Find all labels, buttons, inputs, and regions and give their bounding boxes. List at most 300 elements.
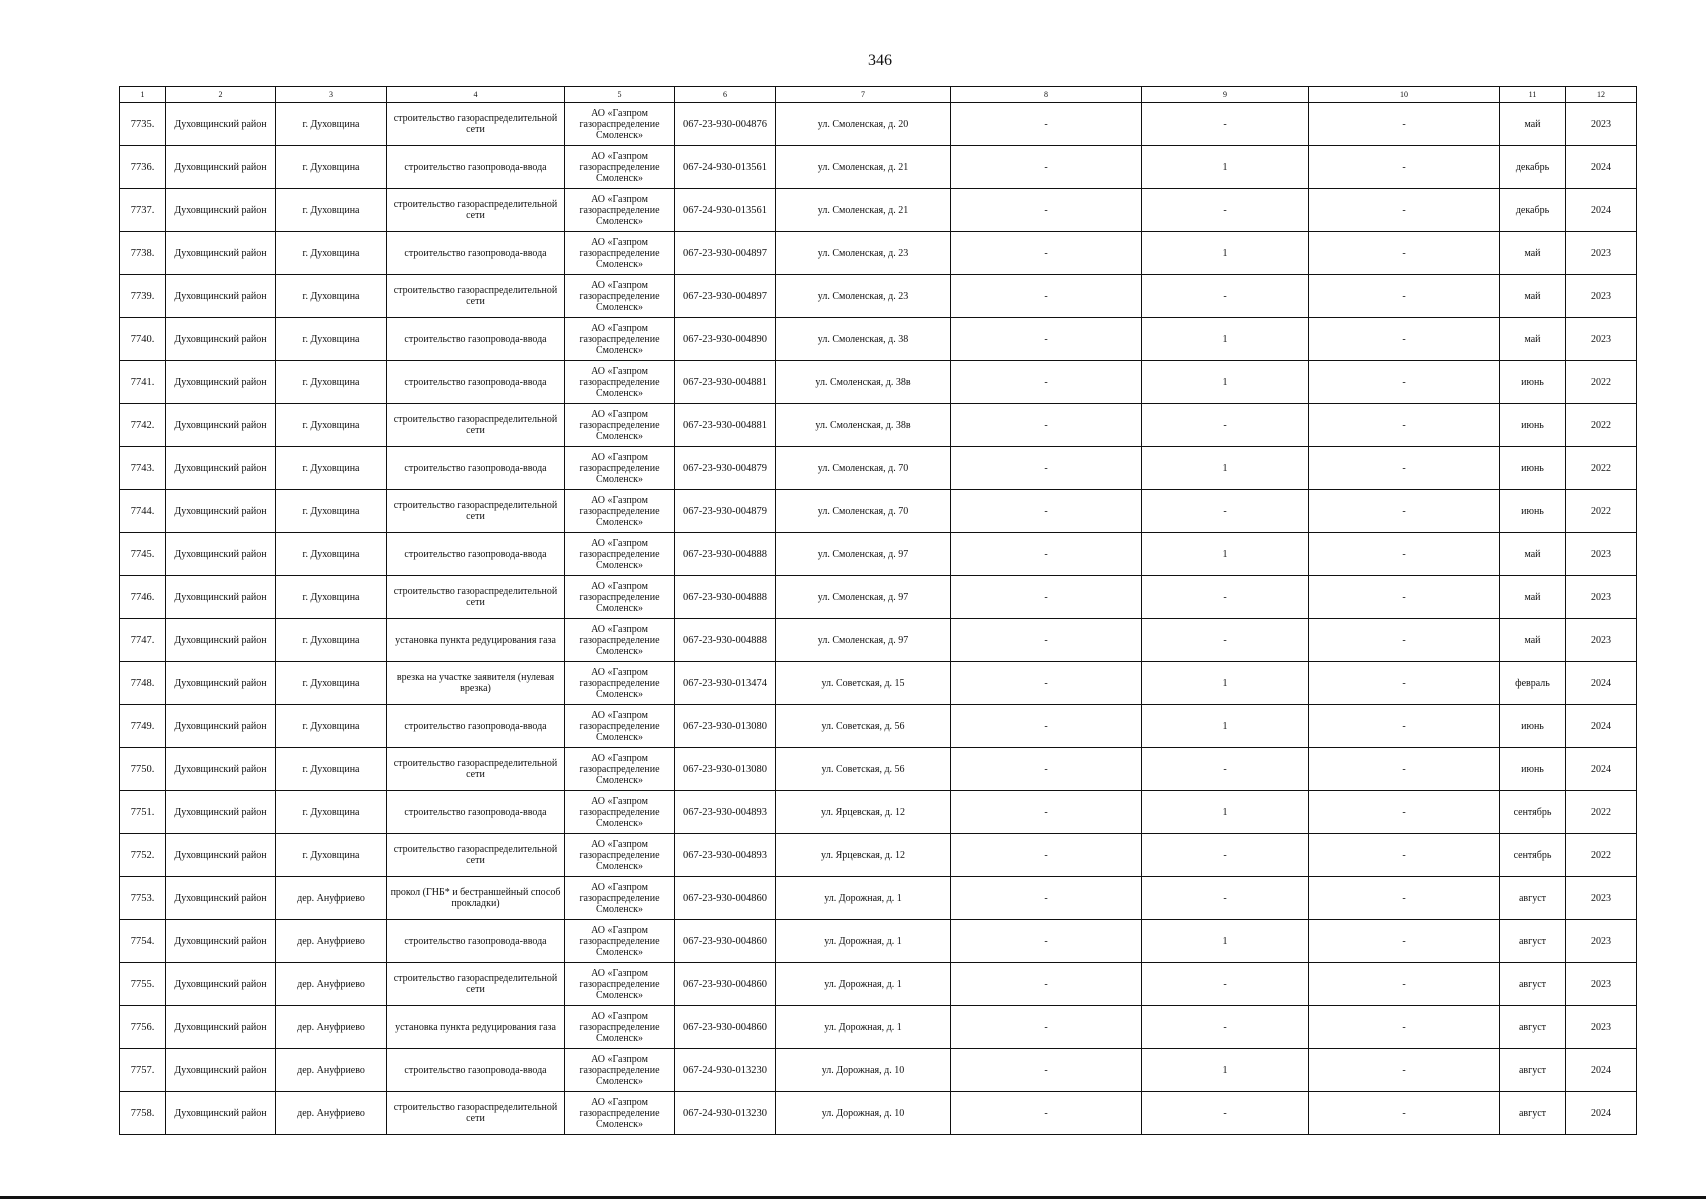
row-number: 7758. bbox=[120, 1092, 166, 1135]
work-type-cell: строительство газораспределительной сети bbox=[387, 103, 565, 146]
col9-cell: - bbox=[1142, 748, 1309, 791]
col10-cell: - bbox=[1309, 533, 1500, 576]
district-cell: Духовщинский район bbox=[166, 963, 276, 1006]
row-number: 7736. bbox=[120, 146, 166, 189]
address-cell: ул. Советская, д. 15 bbox=[776, 662, 951, 705]
col9-cell: - bbox=[1142, 404, 1309, 447]
col10-cell: - bbox=[1309, 748, 1500, 791]
year-cell: 2023 bbox=[1566, 576, 1637, 619]
work-type-cell: строительство газопровода-ввода bbox=[387, 318, 565, 361]
year-cell: 2022 bbox=[1566, 834, 1637, 877]
year-cell: 2022 bbox=[1566, 490, 1637, 533]
col9-cell: 1 bbox=[1142, 791, 1309, 834]
col10-cell: - bbox=[1309, 490, 1500, 533]
col9-cell: - bbox=[1142, 576, 1309, 619]
work-type-cell: строительство газораспределительной сети bbox=[387, 189, 565, 232]
col10-cell: - bbox=[1309, 834, 1500, 877]
col8-cell: - bbox=[951, 1092, 1142, 1135]
month-cell: февраль bbox=[1500, 662, 1566, 705]
col8-cell: - bbox=[951, 447, 1142, 490]
row-number: 7739. bbox=[120, 275, 166, 318]
organization-cell: АО «Газпром газораспределение Смоленск» bbox=[565, 490, 675, 533]
column-header: 5 bbox=[565, 87, 675, 103]
year-cell: 2024 bbox=[1566, 1092, 1637, 1135]
code-cell: 067-23-930-004888 bbox=[675, 619, 776, 662]
year-cell: 2024 bbox=[1566, 705, 1637, 748]
address-cell: ул. Смоленская, д. 38в bbox=[776, 361, 951, 404]
col9-cell: 1 bbox=[1142, 361, 1309, 404]
column-header: 11 bbox=[1500, 87, 1566, 103]
year-cell: 2023 bbox=[1566, 232, 1637, 275]
month-cell: июнь bbox=[1500, 447, 1566, 490]
table-row bbox=[120, 146, 1637, 189]
organization-cell: АО «Газпром газораспределение Смоленск» bbox=[565, 1092, 675, 1135]
row-number: 7748. bbox=[120, 662, 166, 705]
organization-cell: АО «Газпром газораспределение Смоленск» bbox=[565, 533, 675, 576]
col9-cell: - bbox=[1142, 1006, 1309, 1049]
locality-cell: г. Духовщина bbox=[276, 490, 387, 533]
col8-cell: - bbox=[951, 963, 1142, 1006]
table-row bbox=[120, 275, 1637, 318]
organization-cell: АО «Газпром газораспределение Смоленск» bbox=[565, 963, 675, 1006]
row-number: 7745. bbox=[120, 533, 166, 576]
year-cell: 2023 bbox=[1566, 318, 1637, 361]
col8-cell: - bbox=[951, 1049, 1142, 1092]
district-cell: Духовщинский район bbox=[166, 1092, 276, 1135]
header-row bbox=[120, 87, 1637, 103]
address-cell: ул. Дорожная, д. 1 bbox=[776, 1006, 951, 1049]
locality-cell: г. Духовщина bbox=[276, 447, 387, 490]
col8-cell: - bbox=[951, 404, 1142, 447]
table-row bbox=[120, 963, 1637, 1006]
col10-cell: - bbox=[1309, 877, 1500, 920]
district-cell: Духовщинский район bbox=[166, 920, 276, 963]
col10-cell: - bbox=[1309, 189, 1500, 232]
work-type-cell: строительство газораспределительной сети bbox=[387, 576, 565, 619]
col8-cell: - bbox=[951, 275, 1142, 318]
col8-cell: - bbox=[951, 361, 1142, 404]
col9-cell: - bbox=[1142, 877, 1309, 920]
work-type-cell: строительство газораспределительной сети bbox=[387, 834, 565, 877]
district-cell: Духовщинский район bbox=[166, 748, 276, 791]
work-type-cell: врезка на участке заявителя (нулевая врезка) bbox=[387, 662, 565, 705]
address-cell: ул. Дорожная, д. 1 bbox=[776, 963, 951, 1006]
organization-cell: АО «Газпром газораспределение Смоленск» bbox=[565, 146, 675, 189]
locality-cell: г. Духовщина bbox=[276, 791, 387, 834]
organization-cell: АО «Газпром газораспределение Смоленск» bbox=[565, 791, 675, 834]
code-cell: 067-23-930-013080 bbox=[675, 748, 776, 791]
table-row bbox=[120, 490, 1637, 533]
table-row bbox=[120, 533, 1637, 576]
month-cell: сентябрь bbox=[1500, 834, 1566, 877]
district-cell: Духовщинский район bbox=[166, 490, 276, 533]
column-header: 7 bbox=[776, 87, 951, 103]
work-type-cell: строительство газопровода-ввода bbox=[387, 791, 565, 834]
address-cell: ул. Смоленская, д. 38в bbox=[776, 404, 951, 447]
row-number: 7750. bbox=[120, 748, 166, 791]
col9-cell: - bbox=[1142, 103, 1309, 146]
locality-cell: г. Духовщина bbox=[276, 275, 387, 318]
col9-cell: 1 bbox=[1142, 146, 1309, 189]
locality-cell: дер. Ануфриево bbox=[276, 1092, 387, 1135]
column-header: 9 bbox=[1142, 87, 1309, 103]
year-cell: 2024 bbox=[1566, 1049, 1637, 1092]
month-cell: май bbox=[1500, 576, 1566, 619]
work-type-cell: строительство газораспределительной сети bbox=[387, 490, 565, 533]
table-row bbox=[120, 232, 1637, 275]
year-cell: 2023 bbox=[1566, 920, 1637, 963]
address-cell: ул. Смоленская, д. 97 bbox=[776, 619, 951, 662]
organization-cell: АО «Газпром газораспределение Смоленск» bbox=[565, 404, 675, 447]
organization-cell: АО «Газпром газораспределение Смоленск» bbox=[565, 705, 675, 748]
work-type-cell: строительство газопровода-ввода bbox=[387, 920, 565, 963]
table-row bbox=[120, 877, 1637, 920]
year-cell: 2023 bbox=[1566, 619, 1637, 662]
row-number: 7757. bbox=[120, 1049, 166, 1092]
row-number: 7753. bbox=[120, 877, 166, 920]
table-row bbox=[120, 361, 1637, 404]
year-cell: 2024 bbox=[1566, 748, 1637, 791]
code-cell: 067-23-930-004860 bbox=[675, 1006, 776, 1049]
locality-cell: г. Духовщина bbox=[276, 705, 387, 748]
locality-cell: г. Духовщина bbox=[276, 404, 387, 447]
organization-cell: АО «Газпром газораспределение Смоленск» bbox=[565, 1049, 675, 1092]
address-cell: ул. Смоленская, д. 21 bbox=[776, 189, 951, 232]
year-cell: 2023 bbox=[1566, 275, 1637, 318]
month-cell: июнь bbox=[1500, 361, 1566, 404]
year-cell: 2023 bbox=[1566, 533, 1637, 576]
row-number: 7754. bbox=[120, 920, 166, 963]
organization-cell: АО «Газпром газораспределение Смоленск» bbox=[565, 361, 675, 404]
work-type-cell: строительство газораспределительной сети bbox=[387, 963, 565, 1006]
col10-cell: - bbox=[1309, 576, 1500, 619]
row-number: 7737. bbox=[120, 189, 166, 232]
col10-cell: - bbox=[1309, 662, 1500, 705]
month-cell: август bbox=[1500, 1049, 1566, 1092]
table-row bbox=[120, 103, 1637, 146]
row-number: 7747. bbox=[120, 619, 166, 662]
table-row bbox=[120, 189, 1637, 232]
code-cell: 067-23-930-004893 bbox=[675, 834, 776, 877]
month-cell: декабрь bbox=[1500, 146, 1566, 189]
organization-cell: АО «Газпром газораспределение Смоленск» bbox=[565, 877, 675, 920]
district-cell: Духовщинский район bbox=[166, 318, 276, 361]
code-cell: 067-23-930-004860 bbox=[675, 963, 776, 1006]
table-row bbox=[120, 318, 1637, 361]
year-cell: 2023 bbox=[1566, 963, 1637, 1006]
locality-cell: г. Духовщина bbox=[276, 103, 387, 146]
column-header: 6 bbox=[675, 87, 776, 103]
table-row bbox=[120, 1092, 1637, 1135]
district-cell: Духовщинский район bbox=[166, 103, 276, 146]
address-cell: ул. Дорожная, д. 1 bbox=[776, 877, 951, 920]
col9-cell: - bbox=[1142, 619, 1309, 662]
locality-cell: г. Духовщина bbox=[276, 232, 387, 275]
locality-cell: дер. Ануфриево bbox=[276, 877, 387, 920]
code-cell: 067-24-930-013561 bbox=[675, 146, 776, 189]
col8-cell: - bbox=[951, 619, 1142, 662]
code-cell: 067-23-930-004897 bbox=[675, 232, 776, 275]
column-header: 1 bbox=[120, 87, 166, 103]
year-cell: 2022 bbox=[1566, 361, 1637, 404]
col9-cell: - bbox=[1142, 834, 1309, 877]
district-cell: Духовщинский район bbox=[166, 232, 276, 275]
work-type-cell: строительство газопровода-ввода bbox=[387, 1049, 565, 1092]
district-cell: Духовщинский район bbox=[166, 404, 276, 447]
work-type-cell: строительство газораспределительной сети bbox=[387, 1092, 565, 1135]
col8-cell: - bbox=[951, 920, 1142, 963]
district-cell: Духовщинский район bbox=[166, 275, 276, 318]
code-cell: 067-23-930-004893 bbox=[675, 791, 776, 834]
col8-cell: - bbox=[951, 533, 1142, 576]
column-header: 3 bbox=[276, 87, 387, 103]
organization-cell: АО «Газпром газораспределение Смоленск» bbox=[565, 920, 675, 963]
table-row bbox=[120, 576, 1637, 619]
col9-cell: - bbox=[1142, 189, 1309, 232]
table-row bbox=[120, 834, 1637, 877]
month-cell: август bbox=[1500, 920, 1566, 963]
year-cell: 2024 bbox=[1566, 189, 1637, 232]
locality-cell: г. Духовщина bbox=[276, 533, 387, 576]
work-type-cell: установка пункта редуцирования газа bbox=[387, 619, 565, 662]
code-cell: 067-23-930-013474 bbox=[675, 662, 776, 705]
district-cell: Духовщинский район bbox=[166, 189, 276, 232]
work-type-cell: строительство газопровода-ввода bbox=[387, 232, 565, 275]
month-cell: июнь bbox=[1500, 748, 1566, 791]
year-cell: 2023 bbox=[1566, 103, 1637, 146]
locality-cell: г. Духовщина bbox=[276, 619, 387, 662]
row-number: 7738. bbox=[120, 232, 166, 275]
code-cell: 067-23-930-004897 bbox=[675, 275, 776, 318]
month-cell: декабрь bbox=[1500, 189, 1566, 232]
table-row bbox=[120, 1049, 1637, 1092]
address-cell: ул. Советская, д. 56 bbox=[776, 705, 951, 748]
work-type-cell: строительство газопровода-ввода bbox=[387, 705, 565, 748]
col8-cell: - bbox=[951, 490, 1142, 533]
row-number: 7751. bbox=[120, 791, 166, 834]
col9-cell: - bbox=[1142, 963, 1309, 1006]
month-cell: май bbox=[1500, 103, 1566, 146]
work-type-cell: строительство газораспределительной сети bbox=[387, 275, 565, 318]
address-cell: ул. Смоленская, д. 70 bbox=[776, 447, 951, 490]
address-cell: ул. Дорожная, д. 10 bbox=[776, 1092, 951, 1135]
bottom-edge-line bbox=[0, 1196, 1706, 1199]
row-number: 7740. bbox=[120, 318, 166, 361]
code-cell: 067-23-930-004881 bbox=[675, 404, 776, 447]
col8-cell: - bbox=[951, 748, 1142, 791]
locality-cell: г. Духовщина bbox=[276, 189, 387, 232]
col8-cell: - bbox=[951, 103, 1142, 146]
work-type-cell: строительство газораспределительной сети bbox=[387, 748, 565, 791]
work-type-cell: установка пункта редуцирования газа bbox=[387, 1006, 565, 1049]
row-number: 7746. bbox=[120, 576, 166, 619]
col10-cell: - bbox=[1309, 361, 1500, 404]
row-number: 7742. bbox=[120, 404, 166, 447]
locality-cell: дер. Ануфриево bbox=[276, 920, 387, 963]
year-cell: 2024 bbox=[1566, 146, 1637, 189]
district-cell: Духовщинский район bbox=[166, 576, 276, 619]
address-cell: ул. Смоленская, д. 20 bbox=[776, 103, 951, 146]
col10-cell: - bbox=[1309, 275, 1500, 318]
address-cell: ул. Смоленская, д. 23 bbox=[776, 232, 951, 275]
col9-cell: - bbox=[1142, 490, 1309, 533]
col9-cell: 1 bbox=[1142, 662, 1309, 705]
col10-cell: - bbox=[1309, 318, 1500, 361]
col9-cell: 1 bbox=[1142, 447, 1309, 490]
district-cell: Духовщинский район bbox=[166, 447, 276, 490]
col9-cell: 1 bbox=[1142, 1049, 1309, 1092]
table-row bbox=[120, 1006, 1637, 1049]
locality-cell: дер. Ануфриево bbox=[276, 1049, 387, 1092]
locality-cell: г. Духовщина bbox=[276, 662, 387, 705]
column-header: 2 bbox=[166, 87, 276, 103]
col9-cell: 1 bbox=[1142, 318, 1309, 361]
col9-cell: 1 bbox=[1142, 705, 1309, 748]
organization-cell: АО «Газпром газораспределение Смоленск» bbox=[565, 232, 675, 275]
col8-cell: - bbox=[951, 318, 1142, 361]
work-type-cell: строительство газопровода-ввода bbox=[387, 447, 565, 490]
organization-cell: АО «Газпром газораспределение Смоленск» bbox=[565, 275, 675, 318]
code-cell: 067-23-930-004860 bbox=[675, 877, 776, 920]
address-cell: ул. Смоленская, д. 97 bbox=[776, 576, 951, 619]
address-cell: ул. Смоленская, д. 70 bbox=[776, 490, 951, 533]
month-cell: июнь bbox=[1500, 705, 1566, 748]
code-cell: 067-23-930-004879 bbox=[675, 490, 776, 533]
month-cell: май bbox=[1500, 232, 1566, 275]
year-cell: 2022 bbox=[1566, 404, 1637, 447]
address-cell: ул. Смоленская, д. 97 bbox=[776, 533, 951, 576]
district-cell: Духовщинский район bbox=[166, 533, 276, 576]
work-type-cell: строительство газораспределительной сети bbox=[387, 404, 565, 447]
address-cell: ул. Дорожная, д. 10 bbox=[776, 1049, 951, 1092]
column-header: 12 bbox=[1566, 87, 1637, 103]
district-cell: Духовщинский район bbox=[166, 146, 276, 189]
col8-cell: - bbox=[951, 791, 1142, 834]
organization-cell: АО «Газпром газораспределение Смоленск» bbox=[565, 619, 675, 662]
page-number: 346 bbox=[868, 52, 892, 69]
district-cell: Духовщинский район bbox=[166, 705, 276, 748]
col8-cell: - bbox=[951, 146, 1142, 189]
row-number: 7755. bbox=[120, 963, 166, 1006]
address-cell: ул. Смоленская, д. 38 bbox=[776, 318, 951, 361]
col8-cell: - bbox=[951, 576, 1142, 619]
month-cell: май bbox=[1500, 275, 1566, 318]
registry-table-wrap bbox=[119, 86, 1637, 1135]
locality-cell: г. Духовщина bbox=[276, 576, 387, 619]
locality-cell: г. Духовщина bbox=[276, 748, 387, 791]
organization-cell: АО «Газпром газораспределение Смоленск» bbox=[565, 318, 675, 361]
table-row bbox=[120, 791, 1637, 834]
address-cell: ул. Ярцевская, д. 12 bbox=[776, 834, 951, 877]
col10-cell: - bbox=[1309, 791, 1500, 834]
work-type-cell: строительство газопровода-ввода bbox=[387, 146, 565, 189]
year-cell: 2022 bbox=[1566, 791, 1637, 834]
col10-cell: - bbox=[1309, 1092, 1500, 1135]
address-cell: ул. Смоленская, д. 21 bbox=[776, 146, 951, 189]
column-header: 10 bbox=[1309, 87, 1500, 103]
locality-cell: г. Духовщина bbox=[276, 361, 387, 404]
month-cell: май bbox=[1500, 533, 1566, 576]
district-cell: Духовщинский район bbox=[166, 1006, 276, 1049]
col10-cell: - bbox=[1309, 103, 1500, 146]
organization-cell: АО «Газпром газораспределение Смоленск» bbox=[565, 1006, 675, 1049]
year-cell: 2023 bbox=[1566, 1006, 1637, 1049]
district-cell: Духовщинский район bbox=[166, 361, 276, 404]
organization-cell: АО «Газпром газораспределение Смоленск» bbox=[565, 662, 675, 705]
address-cell: ул. Ярцевская, д. 12 bbox=[776, 791, 951, 834]
table-row bbox=[120, 619, 1637, 662]
col8-cell: - bbox=[951, 1006, 1142, 1049]
table-row bbox=[120, 748, 1637, 791]
row-number: 7735. bbox=[120, 103, 166, 146]
address-cell: ул. Дорожная, д. 1 bbox=[776, 920, 951, 963]
code-cell: 067-23-930-013080 bbox=[675, 705, 776, 748]
month-cell: август bbox=[1500, 1092, 1566, 1135]
col10-cell: - bbox=[1309, 404, 1500, 447]
col10-cell: - bbox=[1309, 619, 1500, 662]
locality-cell: дер. Ануфриево bbox=[276, 1006, 387, 1049]
table-row bbox=[120, 920, 1637, 963]
locality-cell: г. Духовщина bbox=[276, 834, 387, 877]
code-cell: 067-23-930-004888 bbox=[675, 533, 776, 576]
table-row bbox=[120, 404, 1637, 447]
code-cell: 067-24-930-013561 bbox=[675, 189, 776, 232]
month-cell: август bbox=[1500, 963, 1566, 1006]
row-number: 7741. bbox=[120, 361, 166, 404]
month-cell: июнь bbox=[1500, 404, 1566, 447]
col8-cell: - bbox=[951, 189, 1142, 232]
district-cell: Духовщинский район bbox=[166, 662, 276, 705]
col8-cell: - bbox=[951, 877, 1142, 920]
month-cell: июнь bbox=[1500, 490, 1566, 533]
code-cell: 067-23-930-004881 bbox=[675, 361, 776, 404]
col9-cell: - bbox=[1142, 275, 1309, 318]
organization-cell: АО «Газпром газораспределение Смоленск» bbox=[565, 103, 675, 146]
col10-cell: - bbox=[1309, 232, 1500, 275]
code-cell: 067-24-930-013230 bbox=[675, 1049, 776, 1092]
col10-cell: - bbox=[1309, 1049, 1500, 1092]
col10-cell: - bbox=[1309, 963, 1500, 1006]
month-cell: август bbox=[1500, 877, 1566, 920]
col10-cell: - bbox=[1309, 1006, 1500, 1049]
work-type-cell: строительство газопровода-ввода bbox=[387, 361, 565, 404]
organization-cell: АО «Газпром газораспределение Смоленск» bbox=[565, 834, 675, 877]
table-body bbox=[120, 103, 1637, 1135]
col10-cell: - bbox=[1309, 705, 1500, 748]
column-header: 4 bbox=[387, 87, 565, 103]
organization-cell: АО «Газпром газораспределение Смоленск» bbox=[565, 447, 675, 490]
address-cell: ул. Смоленская, д. 23 bbox=[776, 275, 951, 318]
code-cell: 067-23-930-004879 bbox=[675, 447, 776, 490]
col10-cell: - bbox=[1309, 146, 1500, 189]
month-cell: май bbox=[1500, 318, 1566, 361]
year-cell: 2023 bbox=[1566, 877, 1637, 920]
district-cell: Духовщинский район bbox=[166, 619, 276, 662]
locality-cell: г. Духовщина bbox=[276, 318, 387, 361]
locality-cell: г. Духовщина bbox=[276, 146, 387, 189]
district-cell: Духовщинский район bbox=[166, 1049, 276, 1092]
organization-cell: АО «Газпром газораспределение Смоленск» bbox=[565, 576, 675, 619]
table-row bbox=[120, 705, 1637, 748]
col9-cell: 1 bbox=[1142, 232, 1309, 275]
district-cell: Духовщинский район bbox=[166, 834, 276, 877]
col9-cell: 1 bbox=[1142, 920, 1309, 963]
col10-cell: - bbox=[1309, 920, 1500, 963]
row-number: 7744. bbox=[120, 490, 166, 533]
organization-cell: АО «Газпром газораспределение Смоленск» bbox=[565, 748, 675, 791]
table-row bbox=[120, 662, 1637, 705]
col8-cell: - bbox=[951, 705, 1142, 748]
